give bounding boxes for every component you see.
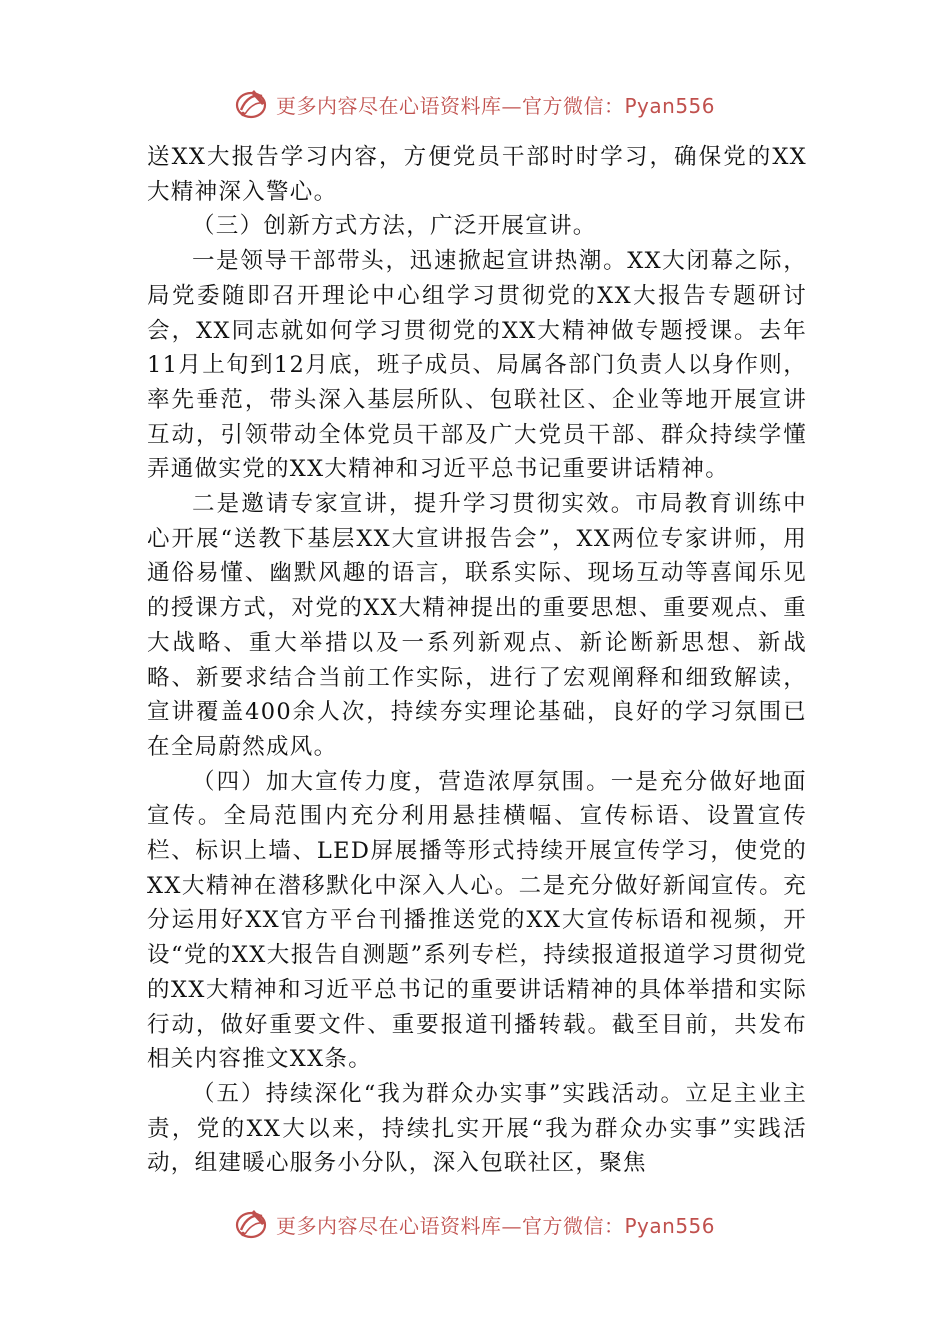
document-body <box>147 140 807 1181</box>
watermark-text: 更多内容尽在心语资料库—官方微信：Pyan556 <box>276 93 716 118</box>
header-watermark <box>232 84 715 124</box>
paragraph-leader-lectures: 一是领导干部带头，迅速掀起宣讲热潮。XX大闭幕之际，局党委随即召开理论中心组学习贯彻党的XX大报告专题研讨会，XX同志就如何学习贯彻党的XX大精神做专题授课。去年11月上旬到12月底，班子成员、局属各部门负责人以身作则，率先垂范，带头深入基层所队、包联社区、企业等地开展宣讲互动，引领带动全体党员干部及广大党员干部、群众持续学懂弄通做实党的XX大精神和习近平总书记重要讲话精神。 <box>147 248 807 483</box>
section-heading-4-paragraph: （四）加大宣传力度，营造浓厚氛围。一是充分做好地面宣传。全局范围内充分利用悬挂横幅、宣传标语、设置宣传栏、标识上墙、LED屏展播等形式持续开展宣传学习，使党的XX大精神在潜移默化中深入人心。二是充分做好新闻宣传。充分运用好XX官方平台刊播推送党的XX大宣传标语和视频，开设“党的XX大报告自测题”系列专栏，持续报道报道学习贯彻党的XX大精神和习近平总书记的重要讲话精神的具体举措和实际行动，做好重要文件、重要报道刊播转载。截至目前，共发布相关内容推文XX条。 <box>147 768 807 1073</box>
section-heading-3: （三）创新方式方法，广泛开展宣讲。 <box>192 213 597 240</box>
paragraph-expert-lectures: 二是邀请专家宣讲，提升学习贯彻实效。市局教育训练中心开展“送教下基层XX大宣讲报告会”，XX两位专家讲师，用通俗易懂、幽默风趣的语言，联系实际、现场互动等喜闻乐见的授课方式，对党的XX大精神提出的重要思想、重要观点、重大战略、重大举措以及一系列新观点、新论断新思想、新战略、新要求结合当前工作实际，进行了宏观阐释和细致解读，宣讲覆盖400余人次，持续夯实理论基础，良好的学习氛围已在全局蔚然成风。 <box>147 491 807 760</box>
paragraph-continuation: 送XX大报告学习内容，方便党员干部时时学习，确保党的XX大精神深入警心。 <box>147 144 807 205</box>
signature-pen-logo-icon <box>232 84 272 124</box>
signature-pen-logo-icon <box>232 1204 272 1239</box>
watermark-text: 更多内容尽在心语资料库—官方微信：Pyan556 <box>276 1213 716 1238</box>
section-heading-5-paragraph: （五）持续深化“我为群众办实事”实践活动。立足主业主责，党的XX大以来，持续扎实开展“我为群众办实事”实践活动，组建暖心服务小分队，深入包联社区，聚焦 <box>147 1080 807 1177</box>
footer-watermark <box>232 1203 715 1239</box>
